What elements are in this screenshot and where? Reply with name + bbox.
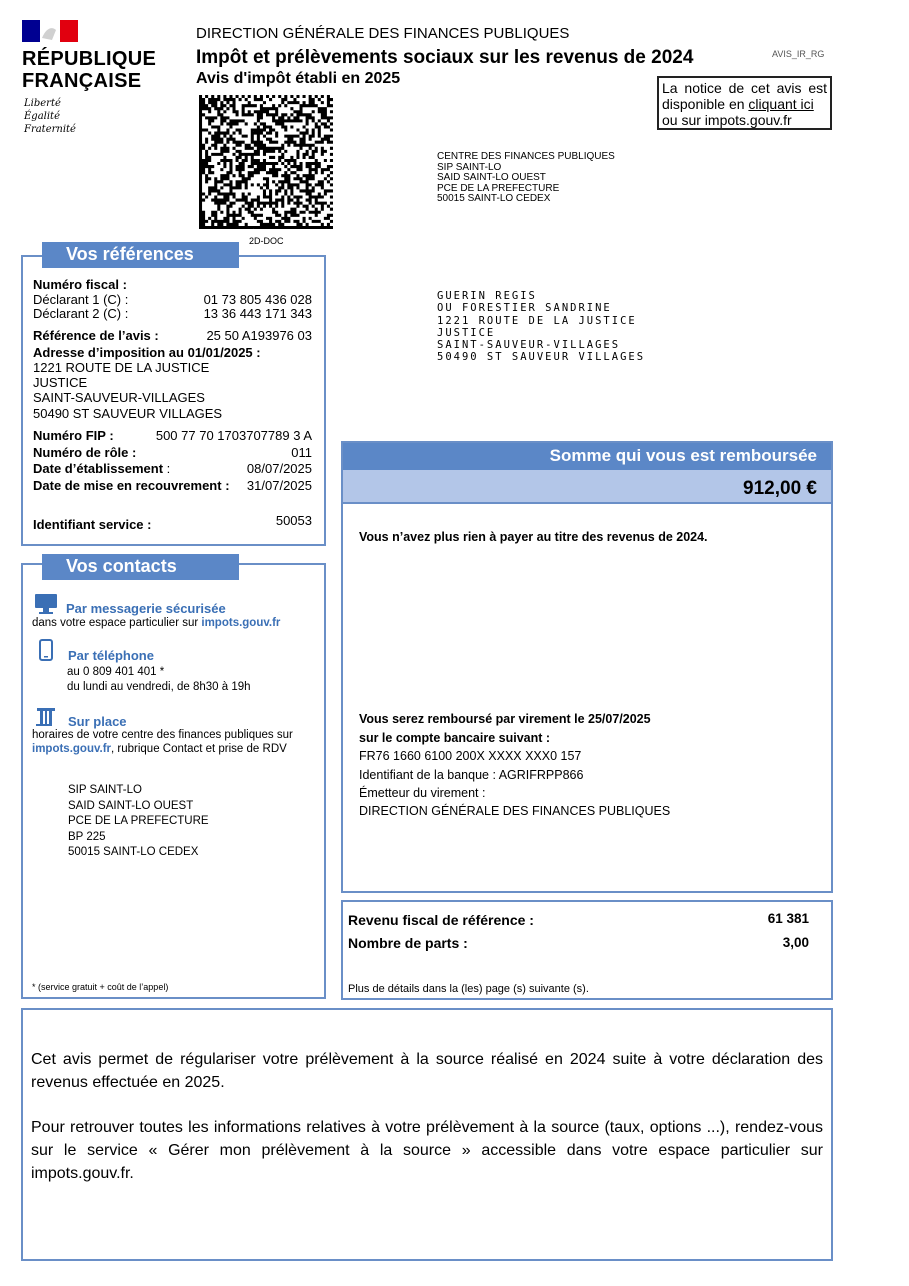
notice-text: La notice de cet avis est disponible en — [662, 80, 827, 112]
info-paragraph-1: Cet avis permet de régulariser votre prélèvement à la source réalisé en 2024 suite à votre déclaration des revenus effectuée en 2025. — [31, 1051, 823, 1091]
place-text: horaires de votre centre des finances publiques sur — [32, 729, 293, 741]
telephone-hours: du lundi au vendredi, de 8h30 à 19h — [67, 681, 251, 693]
barcode-modules — [199, 95, 333, 229]
refund-bank-id: Identifiant de la banque : AGRIFRPP866 — [359, 768, 584, 782]
contacts-footnote: * (service gratuit + coût de l’appel) — [32, 982, 169, 992]
contacts-heading: Vos contacts — [42, 554, 239, 580]
rfr-value: 61 381 — [767, 911, 809, 926]
references-panel — [21, 255, 326, 546]
telephone-number: au 0 809 401 401 * — [67, 666, 165, 678]
recipient-line: 1221 ROUTE DE LA JUSTICE — [437, 314, 637, 327]
etab-value: 08/07/2025 — [246, 461, 312, 476]
office-building-icon — [35, 705, 57, 727]
logo-motto-3: Fraternité — [24, 124, 76, 135]
recipient-line: SAINT-SAUVEUR-VILLAGES — [437, 339, 621, 352]
republique-francaise-logo — [22, 20, 157, 138]
adresse-line: 50490 ST SAUVEUR VILLAGES — [33, 406, 223, 421]
refund-issuer: DIRECTION GÉNÉRALE DES FINANCES PUBLIQUES — [359, 804, 671, 818]
refund-iban: FR76 1660 6100 200X XXXX XXX0 157 — [359, 749, 582, 763]
messagerie-link[interactable]: impots.gouv.fr — [201, 617, 281, 629]
place-link[interactable]: impots.gouv.fr — [32, 743, 112, 755]
logo-line2: FRANÇAISE — [22, 70, 142, 92]
office-line: BP 225 — [68, 830, 106, 843]
parts-label: Nombre de parts : — [348, 935, 468, 951]
etab-colon: : — [163, 461, 171, 476]
refund-heading: Somme qui vous est remboursée — [343, 443, 831, 470]
contacts-panel — [21, 563, 326, 999]
adresse-label: Adresse d’imposition au 01/01/2025 : — [33, 345, 261, 360]
2d-doc-barcode — [199, 95, 333, 229]
barcode-label: 2D-DOC — [249, 236, 284, 246]
recipient-line: OU FORESTIER SANDRINE — [437, 302, 612, 315]
declarant2-label: Déclarant 2 (C) : — [33, 306, 129, 321]
recipient-line: 50490 ST SAUVEUR VILLAGES — [437, 351, 646, 364]
sender-line: 50015 SAINT-LO CEDEX — [437, 193, 551, 204]
service-label: Identifiant service : — [33, 517, 152, 532]
telephone-title: Par téléphone — [68, 648, 154, 663]
office-line: 50015 SAINT-LO CEDEX — [68, 846, 199, 858]
numero-fiscal-label: Numéro fiscal : — [33, 277, 127, 292]
declarant1-value: 01 73 805 436 028 — [203, 292, 312, 307]
logo-motto-1: Liberté — [24, 98, 61, 109]
logo-motto-2: Égalité — [24, 111, 60, 122]
ref-avis-label: Référence de l’avis : — [33, 328, 159, 343]
refund-transfer-line1: Vous serez remboursé par virement le 25/07/2025 — [359, 712, 651, 726]
parts-value: 3,00 — [782, 935, 809, 950]
service-value: 50053 — [275, 513, 312, 528]
recipient-line: JUSTICE — [437, 326, 496, 339]
adresse-line: JUSTICE — [33, 375, 88, 390]
place-title: Sur place — [68, 714, 127, 729]
tax-summary-panel — [341, 900, 833, 1000]
department-name: DIRECTION GÉNÉRALE DES FINANCES PUBLIQUES — [196, 25, 570, 42]
etab-label: Date d’établissement — [33, 461, 164, 476]
messagerie-text: dans votre espace particulier sur — [32, 617, 202, 629]
office-line: SIP SAINT-LO — [68, 784, 142, 796]
sender-line: SIP SAINT-LO — [437, 161, 502, 173]
details-note: Plus de détails dans la (les) page (s) suivante (s). — [348, 983, 589, 995]
adresse-line: SAINT-SAUVEUR-VILLAGES — [33, 390, 205, 405]
info-panel — [21, 1008, 833, 1261]
computer-icon — [34, 593, 58, 615]
declarant1-label: Déclarant 1 (C) : — [33, 292, 129, 307]
logo-line1: RÉPUBLIQUE — [22, 48, 157, 70]
role-value: 011 — [291, 445, 312, 460]
refund-issuer-label: Émetteur du virement : — [359, 786, 486, 800]
phone-icon — [39, 639, 53, 661]
recipient-address — [437, 290, 645, 364]
recipient-line: GUERIN REGIS — [437, 290, 537, 302]
sender-line: SAID SAINT-LO OUEST — [437, 172, 546, 183]
sender-line: CENTRE DES FINANCES PUBLIQUES — [437, 151, 615, 162]
marianne-flag-icon — [22, 20, 78, 42]
place-text-2: , rubrique Contact et prise de RDV — [111, 743, 287, 755]
office-line: PCE DE LA PREFECTURE — [68, 815, 209, 827]
role-label: Numéro de rôle : — [33, 445, 137, 460]
refund-transfer-line2: sur le compte bancaire suivant : — [359, 731, 551, 745]
document-code: AVIS_IR_RG — [772, 49, 825, 59]
notice-box — [657, 76, 832, 130]
sender-address — [437, 152, 615, 205]
refund-amount: 912,00 € — [343, 470, 831, 504]
office-line: SAID SAINT-LO OUEST — [68, 799, 194, 812]
references-heading: Vos références — [42, 242, 239, 268]
refund-nothing-to-pay: Vous n’avez plus rien à payer au titre des revenus de 2024. — [359, 530, 708, 544]
messagerie-title: Par messagerie sécurisée — [66, 601, 226, 616]
recouv-value: 31/07/2025 — [246, 478, 312, 493]
info-paragraph-2: Pour retrouver toutes les informations relatives à votre prélèvement à la source (taux, options ...), rendez-vous sur le service « Gérer mon prélèvement à la source » accessible dans votre espace particulier sur impots.gouv.fr. — [31, 1119, 823, 1182]
fip-label: Numéro FIP : — [33, 428, 114, 443]
notice-link[interactable]: cliquant ici — [748, 96, 814, 112]
document-subtitle: Avis d'impôt établi en 2025 — [196, 70, 401, 87]
office-address — [68, 783, 209, 861]
ref-avis-value: 25 50 A193976 03 — [206, 328, 312, 343]
fip-value: 500 77 70 1703707789 3 A — [155, 428, 312, 443]
sender-line: PCE DE LA PREFECTURE — [437, 182, 560, 194]
recouv-label: Date de mise en recouvrement : — [33, 478, 230, 493]
notice-text-2: ou sur impots.gouv.fr — [662, 112, 792, 128]
document-title: Impôt et prélèvements sociaux sur les revenus de 2024 — [196, 47, 694, 68]
declarant2-value: 13 36 443 171 343 — [203, 306, 312, 321]
rfr-label: Revenu fiscal de référence : — [348, 912, 534, 928]
refund-panel — [341, 441, 833, 893]
adresse-line: 1221 ROUTE DE LA JUSTICE — [33, 360, 210, 375]
